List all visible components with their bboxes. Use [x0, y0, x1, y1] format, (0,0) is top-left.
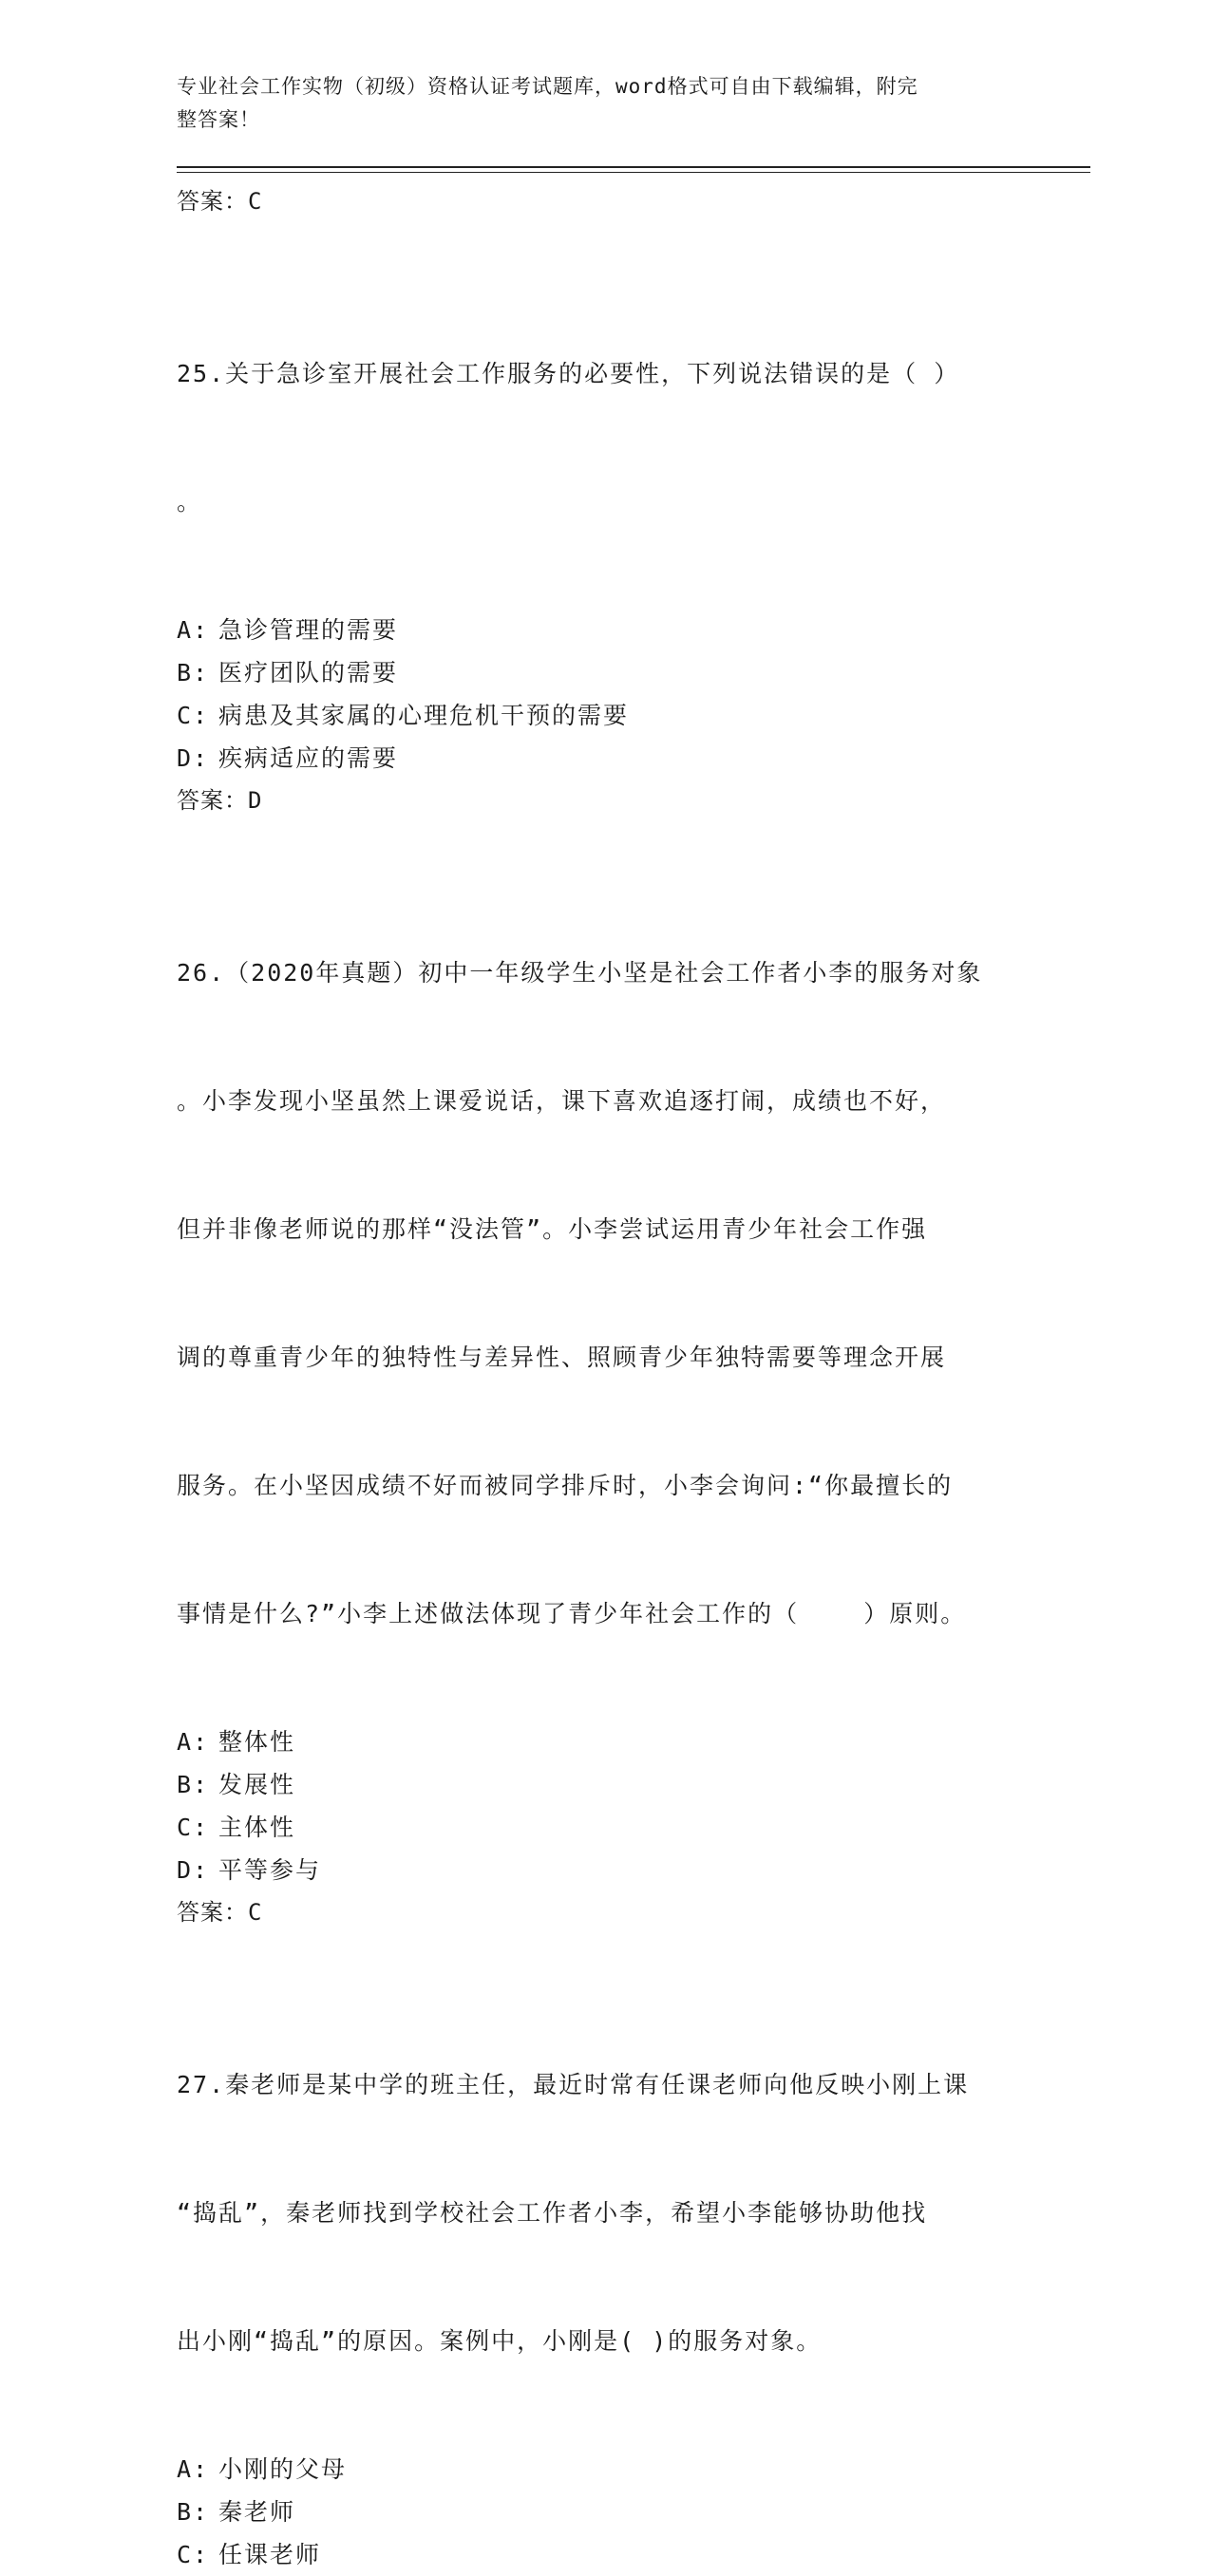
option-b [177, 651, 1031, 694]
option-a [177, 1720, 1031, 1763]
answer-value: C [248, 188, 263, 215]
header-rule-thin [177, 172, 1090, 173]
option-text: 急诊管理的需要 [218, 616, 399, 644]
stem-line: “捣乱”，秦老师找到学校社会工作者小李，希望小李能够协助他找 [177, 2199, 928, 2227]
stem-line: 出小刚“捣乱”的原因。案例中，小刚是( )的服务对象。 [177, 2327, 823, 2355]
option-letter: D: [177, 1856, 210, 1884]
option-text: 任课老师 [218, 2541, 322, 2568]
option-letter: A: [177, 1728, 210, 1756]
option-b [177, 2491, 1031, 2533]
answer-label: 答案： [177, 787, 248, 814]
option-text: 小刚的父母 [218, 2455, 348, 2483]
document-header [177, 70, 1012, 137]
document-body [177, 180, 1031, 2576]
stem-line: 27.秦老师是某中学的班主任，最近时常有任课老师向他反映小刚上课 [177, 2071, 970, 2098]
option-a [177, 2448, 1031, 2491]
answer-label: 答案： [177, 1899, 248, 1926]
option-c [177, 694, 1031, 737]
question-26 [177, 866, 1031, 1934]
option-text: 整体性 [218, 1728, 296, 1756]
header-rule-thick [177, 166, 1090, 168]
answer-value: C [248, 1899, 263, 1926]
option-c [177, 2533, 1031, 2576]
option-letter: D: [177, 744, 210, 772]
option-text: 病患及其家属的心理危机干预的需要 [218, 702, 630, 729]
header-line-1: 专业社会工作实物（初级）资格认证考试题库，word格式可自由下载编辑，附完 [177, 75, 918, 98]
answer-value: D [248, 787, 263, 814]
stem-line: 。小李发现小坚虽然上课爱说话，课下喜欢追逐打闹，成绩也不好， [177, 1087, 947, 1115]
question-25 [177, 267, 1031, 822]
option-letter: B: [177, 2498, 210, 2526]
stem-line: 服务。在小坚因成绩不好而被同学排斥时，小李会询问:“你最擅长的 [177, 1472, 954, 1499]
option-text: 疾病适应的需要 [218, 744, 399, 772]
option-text: 医疗团队的需要 [218, 659, 399, 686]
option-letter: C: [177, 1814, 210, 1841]
option-a [177, 609, 1031, 651]
answer-label: 答案： [177, 188, 248, 215]
previous-answer [177, 180, 1031, 223]
question-answer [177, 780, 1031, 822]
option-c [177, 1806, 1031, 1849]
option-d [177, 737, 1031, 780]
question-stem [177, 1978, 1031, 2448]
option-letter: C: [177, 2541, 210, 2568]
option-letter: C: [177, 702, 210, 729]
stem-line: 调的尊重青少年的独特性与差异性、照顾青少年独特需要等理念开展 [177, 1344, 947, 1371]
question-27 [177, 1978, 1031, 2576]
stem-line: 26.（2020年真题）初中一年级学生小坚是社会工作者小李的服务对象 [177, 959, 983, 987]
option-text: 发展性 [218, 1771, 296, 1798]
option-text: 平等参与 [218, 1856, 322, 1884]
option-text: 主体性 [218, 1814, 296, 1841]
option-letter: B: [177, 659, 210, 686]
option-b [177, 1763, 1031, 1806]
header-line-2: 整答案！ [177, 108, 260, 131]
option-letter: A: [177, 2455, 210, 2483]
question-stem [177, 866, 1031, 1720]
stem-line: 。 [177, 488, 203, 516]
option-text: 秦老师 [218, 2498, 296, 2526]
stem-line: 25.关于急诊室开展社会工作服务的必要性，下列说法错误的是（ ） [177, 360, 960, 387]
stem-line: 事情是什么?”小李上述做法体现了青少年社会工作的（ ）原则。 [177, 1600, 967, 1627]
question-answer [177, 1891, 1031, 1934]
question-stem [177, 267, 1031, 609]
option-letter: B: [177, 1771, 210, 1798]
stem-line: 但并非像老师说的那样“没法管”。小李尝试运用青少年社会工作强 [177, 1215, 928, 1243]
option-letter: A: [177, 616, 210, 644]
option-d [177, 1849, 1031, 1891]
